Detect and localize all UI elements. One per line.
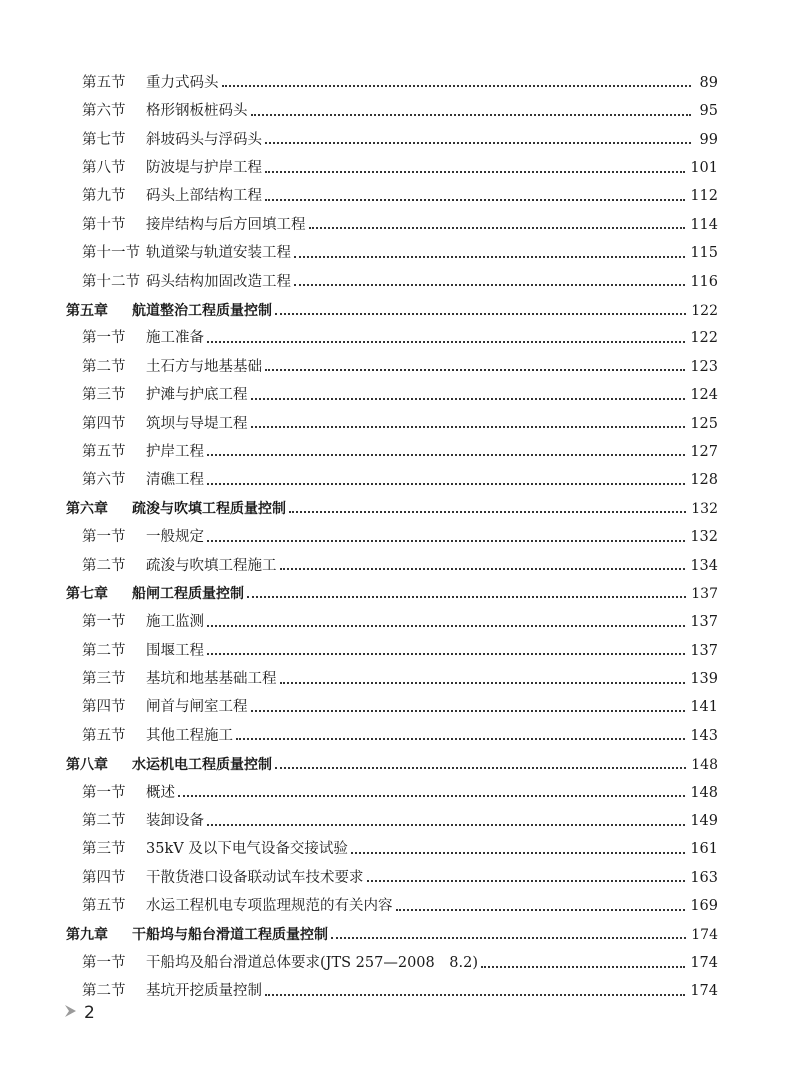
entry-number: 第二节: [82, 642, 126, 659]
entry-number: 第一节: [82, 330, 126, 347]
entry-title: 护岸工程: [146, 443, 204, 460]
entry-number: 第一节: [82, 955, 126, 971]
entry-page-number: 132: [691, 501, 718, 518]
toc-section-entry: [66, 658, 718, 686]
entry-page-number: 161: [690, 841, 718, 858]
entry-page-number: 101: [690, 160, 718, 177]
entry-title: 围堰工程: [146, 642, 204, 659]
dot-leader: [222, 85, 692, 87]
toc-chapter-entry: [66, 914, 718, 942]
entry-page-number: 95: [699, 103, 718, 120]
entry-title: 装卸设备: [146, 813, 204, 830]
entry-page-number: 123: [690, 358, 718, 375]
entry-page-number: 122: [691, 302, 718, 319]
entry-number: 第三节: [82, 841, 126, 858]
entry-number: 第六章: [66, 501, 108, 518]
table-of-contents: [66, 62, 718, 999]
page-number: 2: [84, 1003, 95, 1023]
entry-title: 疏浚与吹填工程施工: [146, 557, 277, 574]
entry-title: 土石方与地基基础: [146, 358, 262, 375]
toc-section-entry: [66, 90, 718, 118]
toc-section-entry: [66, 772, 718, 800]
entry-number: 第五节: [82, 443, 126, 460]
entry-title: 航道整治工程质量控制: [132, 302, 272, 319]
dot-leader: [289, 511, 686, 513]
entry-page-number: 163: [690, 869, 718, 886]
entry-page-number: 99: [699, 131, 718, 148]
dot-leader: [294, 256, 685, 258]
dot-leader: [265, 369, 685, 371]
toc-section-entry: [66, 318, 718, 346]
dot-leader: [207, 454, 685, 456]
entry-number: 第六节: [82, 472, 126, 489]
entry-number: 第五节: [82, 74, 126, 91]
entry-number: 第二节: [82, 813, 126, 830]
entry-number: 第七章: [66, 586, 108, 603]
dot-leader: [265, 994, 685, 996]
entry-page-number: 132: [690, 529, 718, 546]
dot-leader: [178, 795, 685, 797]
dot-leader: [309, 227, 686, 229]
toc-section-entry: [66, 147, 718, 175]
entry-page-number: 127: [690, 443, 718, 460]
toc-section-entry: [66, 62, 718, 90]
entry-title: 轨道梁与轨道安装工程: [146, 245, 291, 262]
dot-leader: [280, 568, 686, 570]
entry-title: 防波堤与护岸工程: [146, 160, 262, 177]
dot-leader: [251, 398, 686, 400]
entry-title: 闸首与闸室工程: [146, 699, 248, 716]
entry-number: 第十节: [82, 216, 126, 233]
entry-title: 清礁工程: [146, 472, 204, 489]
entry-page-number: 137: [690, 642, 718, 659]
entry-page-number: 128: [690, 472, 718, 489]
entry-number: 第四节: [82, 415, 126, 432]
entry-title: 概述: [146, 784, 175, 801]
dot-leader: [367, 880, 686, 882]
dot-leader: [351, 852, 685, 854]
entry-number: 第八节: [82, 160, 126, 177]
dot-leader: [251, 710, 686, 712]
entry-number: 第二节: [82, 983, 126, 1000]
entry-title: 护滩与护底工程: [146, 387, 248, 404]
toc-chapter-entry: [66, 573, 718, 601]
toc-section-entry: [66, 885, 718, 913]
entry-number: 第二节: [82, 358, 126, 375]
entry-page-number: 89: [699, 74, 718, 91]
entry-number: 第一节: [82, 529, 126, 546]
entry-page-number: 137: [691, 586, 718, 603]
entry-title: 斜坡码头与浮码头: [146, 131, 262, 148]
toc-section-entry: [66, 829, 718, 857]
entry-title: 接岸结构与后方回填工程: [146, 216, 306, 233]
entry-number: 第四节: [82, 869, 126, 886]
arrow-marker-icon: [64, 1003, 84, 1023]
entry-page-number: 112: [690, 188, 718, 205]
entry-page-number: 124: [690, 387, 718, 404]
entry-title: 格形钢板桩码头: [146, 103, 248, 120]
dot-leader: [251, 114, 692, 116]
entry-page-number: 116: [690, 273, 718, 290]
entry-title: 干船坞及船台滑道总体要求(JTS 257—2008 8.2): [146, 955, 478, 971]
entry-title: 船闸工程质量控制: [132, 586, 244, 603]
entry-page-number: 115: [690, 245, 718, 262]
toc-section-entry: [66, 942, 718, 970]
entry-title: 码头结构加固改造工程: [146, 273, 291, 290]
entry-number: 第五节: [82, 727, 126, 744]
toc-section-entry: [66, 346, 718, 374]
toc-section-entry: [66, 630, 718, 658]
toc-section-entry: [66, 857, 718, 885]
toc-section-entry: [66, 232, 718, 260]
entry-number: 第五章: [66, 302, 108, 319]
entry-title: 筑坝与导堤工程: [146, 415, 248, 432]
toc-chapter-entry: [66, 289, 718, 317]
dot-leader: [251, 426, 686, 428]
dot-leader: [207, 653, 685, 655]
toc-section-entry: [66, 261, 718, 289]
dot-leader: [294, 284, 685, 286]
entry-number: 第九章: [66, 927, 108, 944]
entry-page-number: 139: [690, 671, 718, 688]
entry-title: 干船坞与船台滑道工程质量控制: [132, 927, 328, 944]
toc-section-entry: [66, 516, 718, 544]
entry-page-number: 143: [690, 727, 718, 744]
toc-section-entry: [66, 119, 718, 147]
dot-leader: [207, 341, 685, 343]
entry-title: 基坑和地基基础工程: [146, 671, 277, 688]
toc-section-entry: [66, 459, 718, 487]
entry-number: 第十二节: [82, 273, 140, 290]
entry-number: 第四节: [82, 699, 126, 716]
toc-chapter-entry: [66, 743, 718, 771]
toc-section-entry: [66, 431, 718, 459]
entry-title: 其他工程施工: [146, 727, 233, 744]
page-footer: [64, 1003, 95, 1023]
dot-leader: [331, 937, 686, 939]
entry-number: 第五节: [82, 898, 126, 915]
entry-page-number: 174: [690, 955, 718, 971]
entry-title: 码头上部结构工程: [146, 188, 262, 205]
entry-page-number: 114: [690, 216, 718, 233]
entry-page-number: 149: [690, 813, 718, 830]
entry-title: 水运机电工程质量控制: [132, 756, 272, 773]
entry-number: 第九节: [82, 188, 126, 205]
entry-number: 第三节: [82, 387, 126, 404]
entry-page-number: 134: [690, 557, 718, 574]
entry-title: 重力式码头: [146, 74, 219, 91]
entry-title: 水运工程机电专项监理规范的有关内容: [146, 898, 393, 915]
dot-leader: [265, 171, 685, 173]
toc-chapter-entry: [66, 488, 718, 516]
dot-leader: [207, 483, 685, 485]
entry-page-number: 174: [690, 983, 718, 1000]
dot-leader: [207, 824, 685, 826]
toc-section-entry: [66, 715, 718, 743]
entry-title: 施工监测: [146, 614, 204, 631]
toc-section-entry: [66, 800, 718, 828]
toc-section-entry: [66, 176, 718, 204]
entry-number: 第七节: [82, 131, 126, 148]
entry-page-number: 125: [690, 415, 718, 432]
entry-page-number: 169: [690, 898, 718, 915]
entry-number: 第一节: [82, 784, 126, 801]
dot-leader: [265, 142, 691, 144]
entry-title: 疏浚与吹填工程质量控制: [132, 501, 286, 518]
entry-number: 第十一节: [82, 245, 140, 262]
toc-section-entry: [66, 545, 718, 573]
entry-number: 第三节: [82, 671, 126, 688]
entry-title: 基坑开挖质量控制: [146, 983, 262, 1000]
entry-number: 第一节: [82, 614, 126, 631]
entry-title: 干散货港口设备联动试车技术要求: [146, 869, 364, 886]
entry-page-number: 148: [691, 756, 718, 773]
toc-section-entry: [66, 601, 718, 629]
dot-leader: [265, 199, 685, 201]
entry-number: 第六节: [82, 103, 126, 120]
entry-title: 一般规定: [146, 529, 204, 546]
dot-leader: [275, 313, 686, 315]
entry-page-number: 141: [690, 699, 718, 716]
entry-page-number: 148: [690, 784, 718, 801]
toc-section-entry: [66, 687, 718, 715]
entry-page-number: 137: [690, 614, 718, 631]
entry-page-number: 174: [691, 927, 718, 944]
toc-section-entry: [66, 374, 718, 402]
toc-section-entry: [66, 971, 718, 999]
dot-leader: [236, 738, 685, 740]
dot-leader: [481, 966, 685, 968]
entry-number: 第八章: [66, 756, 108, 773]
toc-section-entry: [66, 403, 718, 431]
dot-leader: [275, 767, 686, 769]
toc-section-entry: [66, 204, 718, 232]
dot-leader: [247, 596, 686, 598]
dot-leader: [207, 540, 685, 542]
dot-leader: [396, 909, 686, 911]
entry-title: 35kV 及以下电气设备交接试验: [146, 841, 348, 858]
entry-page-number: 122: [690, 330, 718, 347]
dot-leader: [280, 682, 686, 684]
entry-title: 施工准备: [146, 330, 204, 347]
entry-number: 第二节: [82, 557, 126, 574]
dot-leader: [207, 625, 685, 627]
